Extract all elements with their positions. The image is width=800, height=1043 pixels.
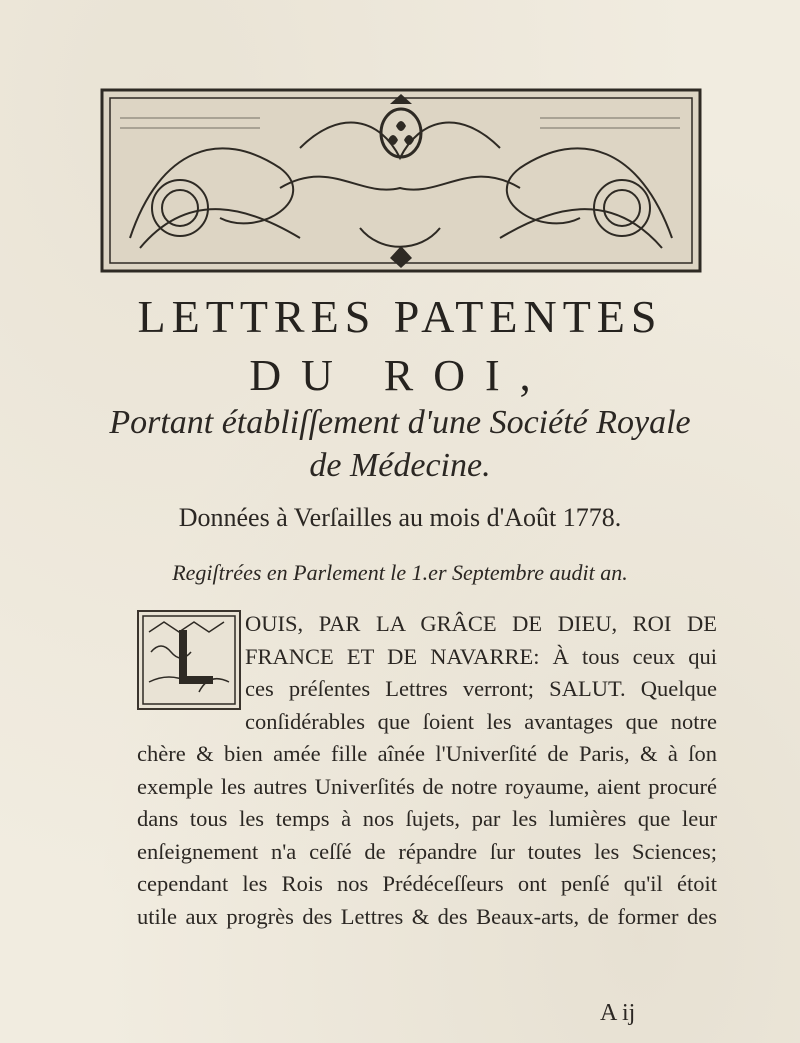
signature-mark: A ij	[600, 1000, 636, 1026]
document-subtitle: DU ROI,	[249, 351, 551, 400]
body-line: OUIS, PAR LA GRÂCE DE DIEU, ROI DE	[245, 611, 717, 636]
body-line: dans tous les temps à nos ſujets, par les lumières que leur	[137, 806, 717, 831]
body-line: utile aux progrès des Lettres & des Beaux-arts, de former des	[137, 903, 717, 929]
body-line: exemple les autres Univerſités de notre royaume, aient procuré	[137, 773, 717, 799]
purpose-line-1: Portant établiſſement d'une Société Royale	[109, 404, 691, 441]
purpose-line-2: de Médecine.	[309, 447, 491, 484]
body-line: enſeignement n'a ceſſé de répandre ſur toutes les Sciences;	[137, 838, 717, 864]
body-line: ces préſentes Lettres verront; SALUT. Quelque	[245, 676, 717, 701]
date-place-line: Données à Verſailles au mois d'Août 1778.	[178, 503, 622, 532]
body-line: conſidérables que ſoient les avantages que notre	[245, 708, 717, 734]
ornamental-headpiece	[100, 88, 702, 273]
body-line: FRANCE ET DE NAVARRE: À tous ceux qui	[245, 643, 717, 669]
body-line: chère & bien amée fille aînée l'Univerſité de Paris, & à ſon	[137, 741, 717, 766]
body-text	[137, 608, 717, 933]
body-line: cependant les Rois nos Prédéceſſeurs ont penſé qu'il étoit	[137, 871, 717, 896]
document-title: LETTRES PATENTES	[137, 291, 663, 342]
registration-line: Regiſtrées en Parlement le 1.er Septembre audit an.	[172, 560, 628, 585]
